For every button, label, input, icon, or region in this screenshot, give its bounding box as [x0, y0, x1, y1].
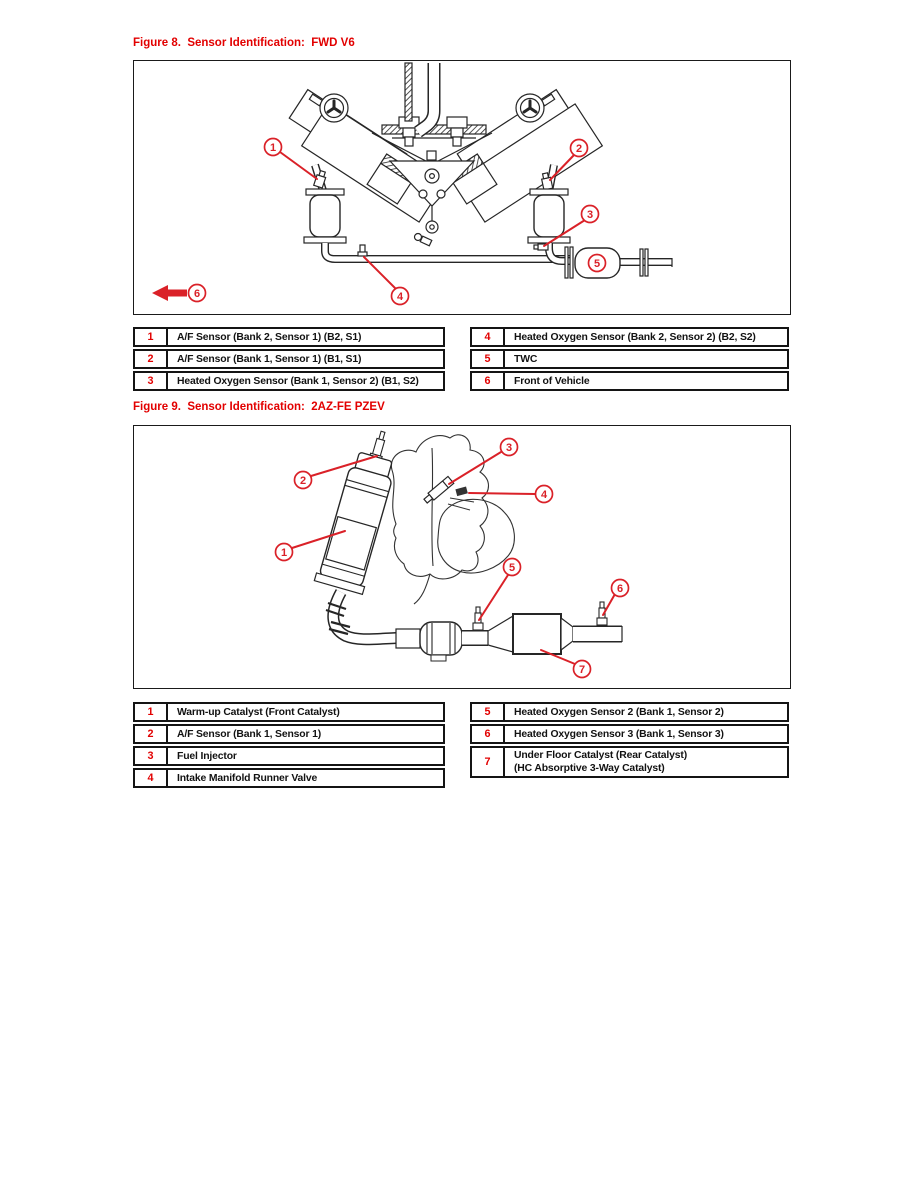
- legend-row-label: Intake Manifold Runner Valve: [177, 772, 318, 784]
- figure8-legend-left: [133, 327, 445, 393]
- legend-row-number: 6: [472, 373, 505, 389]
- front-of-vehicle-arrow-icon: [152, 285, 187, 301]
- svg-text:2: 2: [299, 474, 307, 487]
- legend-row-label: A/F Sensor (Bank 1, Sensor 1): [177, 728, 322, 740]
- legend-row-number: 6: [472, 726, 505, 742]
- legend-row: [133, 349, 445, 369]
- legend-row-label: Heated Oxygen Sensor 2 (Bank 1, Sensor 2): [514, 706, 724, 718]
- callout-2: [295, 472, 312, 489]
- fuel-injector-icon: [423, 476, 454, 504]
- callout-3: [582, 206, 599, 223]
- callout-2: [571, 140, 588, 157]
- callout-1: [276, 544, 293, 561]
- legend-row-label: A/F Sensor (Bank 1, Sensor 1) (B1, S1): [177, 353, 362, 365]
- legend-row: [470, 746, 789, 778]
- svg-text:3: 3: [586, 208, 594, 221]
- ho2s-b2s2-icon: [358, 245, 367, 256]
- legend-row-label: Fuel Injector: [177, 750, 237, 762]
- legend-row-number: 5: [472, 704, 505, 720]
- legend-row-label: Heated Oxygen Sensor (Bank 2, Sensor 2) (B2, S2): [514, 331, 756, 343]
- figure9-diagram: [134, 426, 790, 688]
- intake-runner-valve-icon: [448, 487, 474, 510]
- legend-row-label: Under Floor Catalyst (Rear Catalyst) (HC Absorptive 3-Way Catalyst): [514, 750, 688, 774]
- legend-row-number: 3: [135, 748, 168, 764]
- figure8-diagram: [134, 61, 790, 314]
- v6-engine-drawing: [289, 63, 672, 278]
- ho2s-sensor3-icon: [597, 602, 607, 625]
- figure8-title: Figure 8. Sensor Identification: FWD V6: [133, 37, 355, 49]
- legend-row-number: 2: [135, 351, 168, 367]
- legend-row-number: 4: [135, 770, 168, 786]
- legend-row: [470, 724, 789, 744]
- legend-row-number: 7: [472, 748, 505, 776]
- legend-row: [133, 327, 445, 347]
- legend-row-label: TWC: [514, 353, 538, 365]
- svg-text:6: 6: [616, 582, 624, 595]
- legend-row-label: Heated Oxygen Sensor 3 (Bank 1, Sensor 3): [514, 728, 724, 740]
- legend-row: [133, 702, 445, 722]
- callout-7: [574, 661, 591, 678]
- callout-3: [501, 439, 518, 456]
- svg-text:6: 6: [193, 287, 201, 300]
- legend-row-number: 3: [135, 373, 168, 389]
- svg-text:3: 3: [505, 441, 513, 454]
- callout-6: [189, 285, 206, 302]
- svg-text:5: 5: [593, 257, 601, 270]
- callout-1: [265, 139, 282, 156]
- svg-text:4: 4: [396, 290, 404, 303]
- legend-row-number: 1: [135, 329, 168, 345]
- legend-row: [470, 371, 789, 391]
- legend-row-label: Front of Vehicle: [514, 375, 590, 387]
- callout-5: [589, 255, 606, 272]
- legend-row-label: A/F Sensor (Bank 2, Sensor 1) (B2, S1): [177, 331, 362, 343]
- ho2s-sensor2-icon: [473, 607, 483, 630]
- legend-row-label: Warm-up Catalyst (Front Catalyst): [177, 706, 340, 718]
- svg-text:5: 5: [508, 561, 516, 574]
- legend-row-number: 5: [472, 351, 505, 367]
- callout-4: [536, 486, 553, 503]
- svg-text:2: 2: [575, 142, 583, 155]
- engine-outline: [391, 435, 514, 604]
- exhaust-line: [326, 592, 622, 661]
- legend-row: [133, 768, 445, 788]
- callout-5: [504, 559, 521, 576]
- legend-row: [133, 746, 445, 766]
- figure9-frame: [133, 425, 791, 689]
- legend-row-number: 4: [472, 329, 505, 345]
- figure9-title: Figure 9. Sensor Identification: 2AZ-FE PZEV: [133, 401, 385, 413]
- figure9-legend-left: [133, 702, 445, 790]
- legend-row-number: 2: [135, 726, 168, 742]
- svg-text:1: 1: [269, 141, 277, 154]
- svg-text:1: 1: [280, 546, 288, 559]
- callout-4: [392, 288, 409, 305]
- svg-text:7: 7: [578, 663, 586, 676]
- figure9-legend-right: [470, 702, 789, 780]
- legend-row: [470, 349, 789, 369]
- legend-row: [133, 371, 445, 391]
- legend-row: [470, 702, 789, 722]
- legend-row-number: 1: [135, 704, 168, 720]
- callout-6: [612, 580, 629, 597]
- figure8-frame: [133, 60, 791, 315]
- legend-row-label: Heated Oxygen Sensor (Bank 1, Sensor 2) (B1, S2): [177, 375, 419, 387]
- svg-text:4: 4: [540, 488, 548, 501]
- figure8-legend-right: [470, 327, 789, 393]
- legend-row: [133, 724, 445, 744]
- underfloor-catalyst-icon: [513, 614, 561, 654]
- legend-row: [470, 327, 789, 347]
